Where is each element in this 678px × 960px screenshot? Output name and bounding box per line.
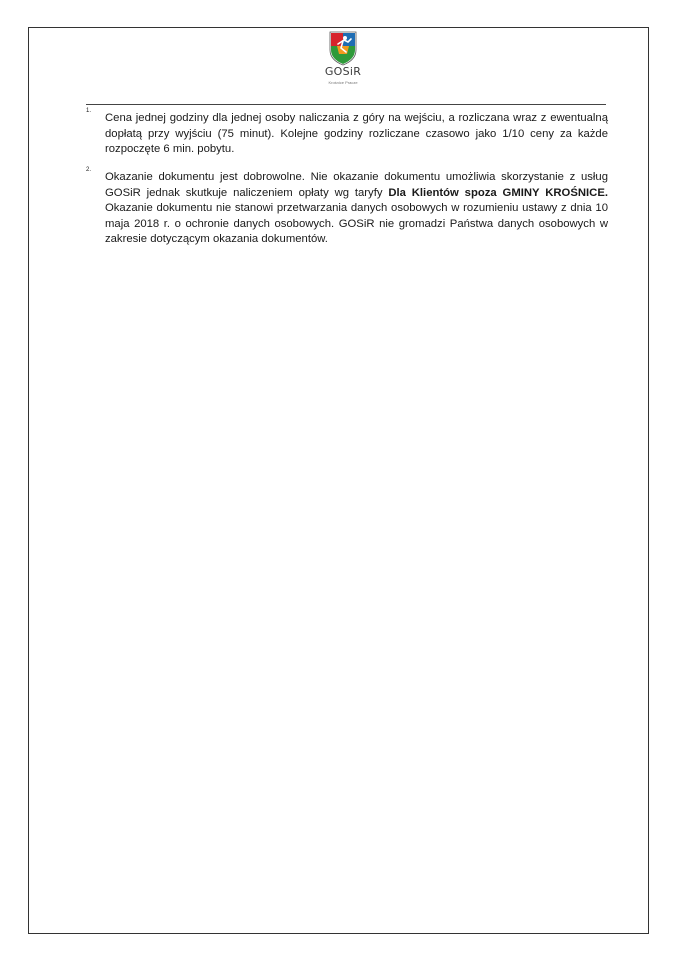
footnote-divider [86, 104, 606, 105]
footnote-2-text-bold: Dla Klientów spoza GMINY KROŚNICE. [388, 186, 608, 199]
footnote-1-text: Cena jednej godziny dla jednej osoby naliczania z góry na wejściu, a rozliczana wraz z ewentualną dopłatą przy wyjściu (75 minut). Kolejne godziny rozliczane czasowo jako 1/10 ceny za każde rozpoczęte 6 min. pobytu. [105, 112, 608, 156]
footnote-2-text-after: Okazanie dokumentu nie stanowi przetwarzania danych osobowych w rozumieniu ustawy z dnia 10 maja 2018 r. o ochronie danych osobowych. GOSiR nie gromadzi Państwa danych osobowych w zakresie dotyczącym okazania dokumentów. [105, 202, 608, 246]
gosir-logo [321, 30, 365, 94]
footnote-1-number: 1. [86, 108, 92, 114]
gosir-shield-icon [321, 30, 365, 66]
footnote-2 [86, 167, 608, 248]
footnote-2-number: 2. [86, 167, 92, 173]
footnote-1 [86, 108, 608, 158]
page-border [28, 27, 649, 934]
logo-name: GOSiR [324, 65, 362, 78]
footnote-2-text [105, 170, 608, 248]
footnote-2-text-before: Okazanie dokumentu jest dobrowolne. Nie okazanie dokumentu umożliwia skorzystanie z usług GOSiR jednak skutkuje naliczeniem opłaty wg taryfy [105, 171, 608, 199]
logo-subtitle: Krośnice Pracze [328, 80, 358, 85]
